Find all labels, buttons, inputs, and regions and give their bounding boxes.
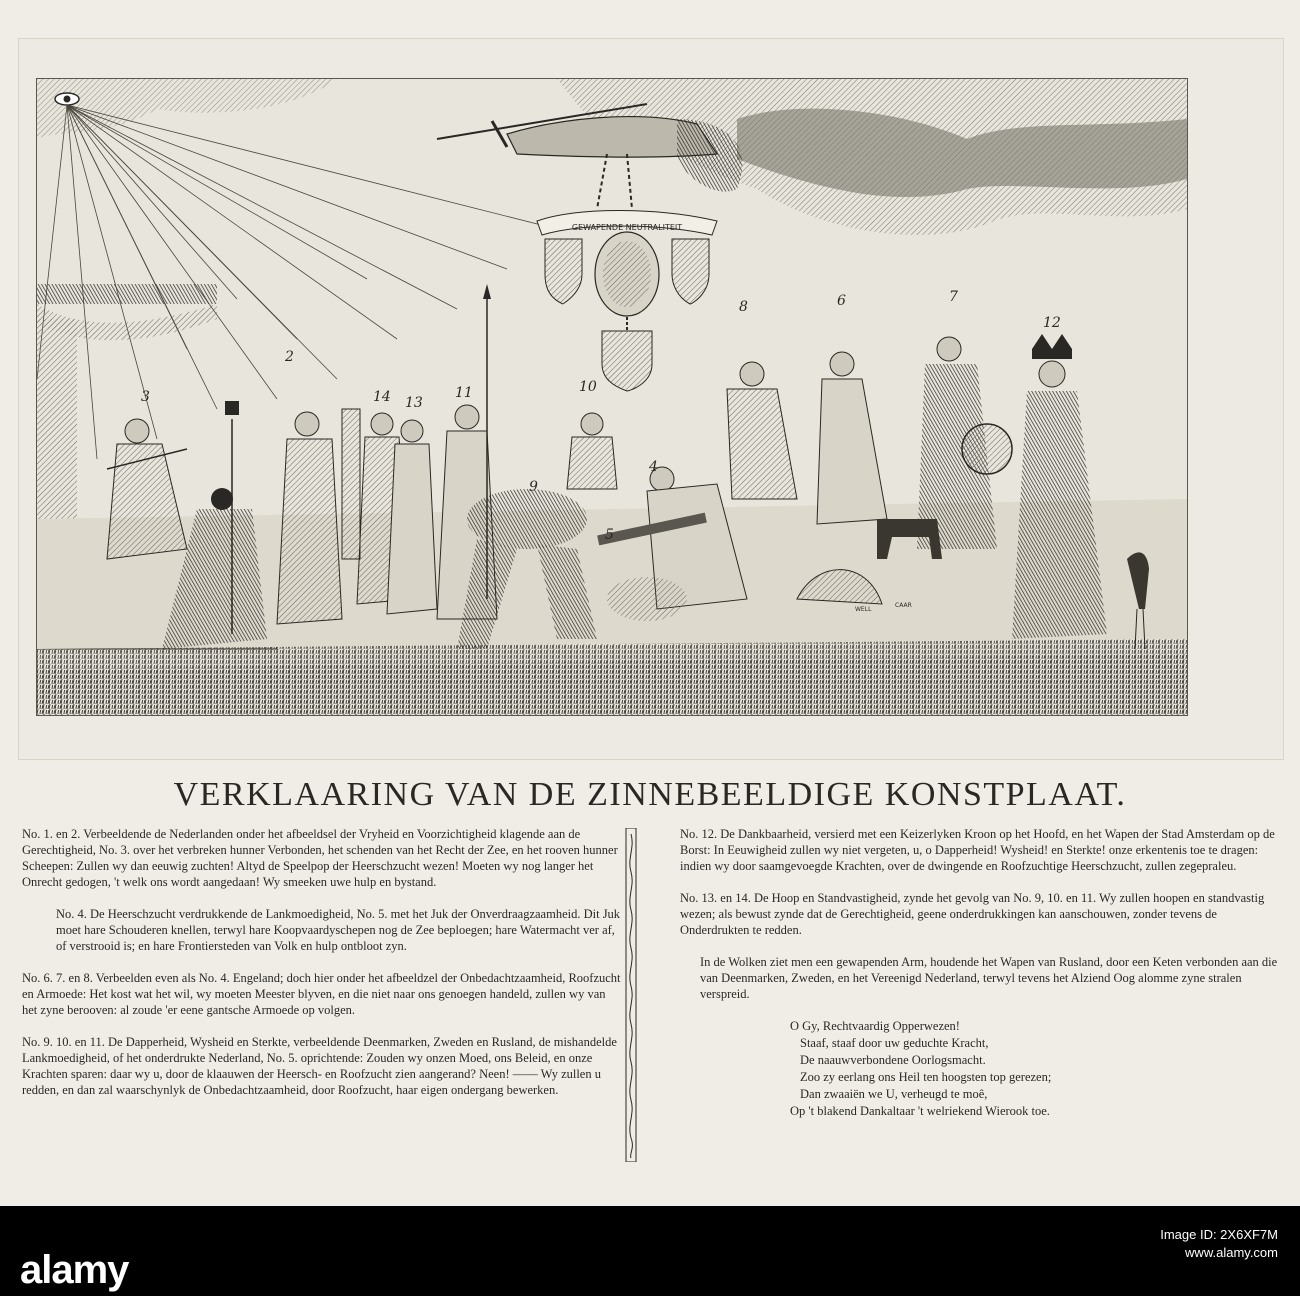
poem-line: Staaf, staaf door uw geduchte Kracht, (800, 1036, 989, 1050)
poem-line: Dan zwaaiën we U, verheugd te moê, (800, 1087, 988, 1101)
word-well: WELL (855, 606, 872, 613)
word-caar: CAAR (895, 602, 912, 609)
ornamental-divider (625, 828, 637, 1162)
figure-number-2: 2 (285, 349, 294, 365)
print-title: VERKLAARING VAN DE ZINNEBEELDIGE KONSTPLAAT. (173, 776, 1127, 813)
paragraph-9-10-11 (22, 1034, 622, 1098)
paragraph-label: No. 9. 10. en 11. (22, 1035, 105, 1049)
figure-number-13: 13 (405, 395, 423, 411)
paragraph-text: De Heerschzucht verdrukkende de Lankmoedigheid, No. 5. met het Juk der Onverdraagzaamheid. Dit Juk moet hare Schouderen knellen, terwyl hare Koopvaardyschepen nog de Zee beploegen; hare Watermacht ver af, of verstrooid is; en hare Frontiersteden van Volk en hulp ontbloot zyn. (56, 907, 621, 953)
paragraph-4 (22, 906, 622, 954)
image-id: Image ID: 2X6XF7M (1160, 1227, 1278, 1242)
poem-line: O Gy, Rechtvaardig Opperwezen! (790, 1019, 960, 1033)
poem-line: Zoo zy eerlang ons Heil ten hoogsten top gerezen; (800, 1070, 1052, 1084)
paragraph-text: In de Wolken ziet men een gewapenden Arm, houdende het Wapen van Rusland, door een Keten verbonden aan die van Deenmarken, Zweden, en het Vereenigd Nederland, terwyl tevens het Alziend Oog alomme zyne stralen verspreid. (700, 955, 1278, 1001)
paragraph-1-2 (22, 826, 622, 890)
paragraph-text: Verbeelden even als No. 4. Engeland; doch hier onder het afbeeldzel der Onbedachtzaamheid, Roofzucht en Armoede: Het kost wat het wil, wy moeten Meester blyven, en die niet naar ons genoegen handeld, zullen wy van het zyne berooven: al zoude 'er eene gantsche Armoede op volgen. (22, 971, 621, 1017)
poem-line: De naauwverbondene Oorlogsmacht. (800, 1053, 986, 1067)
figure-number-12: 12 (1043, 315, 1061, 331)
figure-number-3: 3 (141, 389, 150, 405)
paragraph-text: De Dankbaarheid, versierd met een Keizerlyken Kroon op het Hoofd, en het Wapen der Stad Amsterdam op de Borst: In Eeuwigheid zullen wy niet vergeten, u, o Dapperheid! Wysheid! en Sterkte! onze erkentenis toe te dragen: indien wy door saamgevoegde Krachten, over de dwingende en Roofzuchtige Heerschzucht, zullen zegepraleu. (680, 827, 1275, 873)
figure-number-6: 6 (837, 293, 846, 309)
paragraph-6-7-8 (22, 970, 622, 1018)
figure-number-9: 9 (529, 479, 538, 495)
paragraph-label: No. 12. (680, 827, 718, 841)
paragraph-text: Verbeeldende de Nederlanden onder het afbeeldsel der Vryheid en Voorzichtigheid klagende aan de Gerechtigheid, No. 3. over het verbreken hunner Verbonden, het schenden van het Recht der Zee, en het rooven hunner Scheepen: Zullen wy dan eeuwig zuchten! Altyd de Speelpop der Heerschzucht wezen! Moeten wy nog langer het Onrecht gedogen, 't welk ons wordt aangedaan! Wy smeeken uwe hulp en bystand. (22, 827, 618, 889)
stock-footer (0, 1206, 1300, 1296)
paragraph-label: No. 6. 7. en 8. (22, 971, 93, 985)
paragraph-clouds (680, 954, 1280, 1002)
poem (790, 1018, 1280, 1120)
paragraph-text: De Dapperheid, Wysheid en Sterkte, verbeeldende Deenmarken, Zweden en Rusland, de mishandelde Lankmoedigheid, of het onderdrukte Nederland, No. 5. oprichtende: Zouden wy onzen Moed, ons Beleid, en onze Krachten sparen: daar wy u, door de klaauwen der Heersch- en Roofzucht zien aangerand? Neen! —— Wy zullen u redden, en dan zal waarschynlyk de Onbedachtzaamheid, door Roofzucht, haar eigen ondergang bewerken. (22, 1035, 617, 1097)
paragraph-label: No. 4. (56, 907, 87, 921)
figure-number-11: 11 (455, 385, 473, 401)
paragraph-12 (680, 826, 1280, 874)
figure-number-14: 14 (373, 389, 391, 405)
figure-number-4: 4 (649, 459, 658, 475)
engraving-image (36, 78, 1188, 716)
figure-number-7: 7 (949, 289, 958, 305)
right-text-column (680, 826, 1280, 1120)
alamy-logo[interactable]: alamy (20, 1248, 129, 1292)
site-url[interactable]: www.alamy.com (1185, 1245, 1278, 1260)
figure-number-8: 8 (739, 299, 748, 315)
left-text-column (22, 826, 622, 1114)
paragraph-13-14 (680, 890, 1280, 938)
paragraph-text: De Hoop en Standvastigheid, zynde het gevolg van No. 9, 10. en 11. Wy zullen hoopen en standvastig wezen; als bewust zynde dat de Gerechtigheid, geene onderdrukkingen kan aanschouwen, zonder tevens de Onderdrukten te redden. (680, 891, 1265, 937)
footer-meta (1160, 1226, 1278, 1262)
figure-number-10: 10 (579, 379, 597, 395)
paragraph-label: No. 1. en 2. (22, 827, 81, 841)
figure-number-5: 5 (605, 527, 614, 543)
ribbon-text: GEWAPENDE NEUTRALITEIT (571, 223, 683, 232)
paragraph-label: No. 13. en 14. (680, 891, 751, 905)
poem-line: Op 't blakend Dankaltaar 't welriekend Wierook toe. (790, 1104, 1050, 1118)
